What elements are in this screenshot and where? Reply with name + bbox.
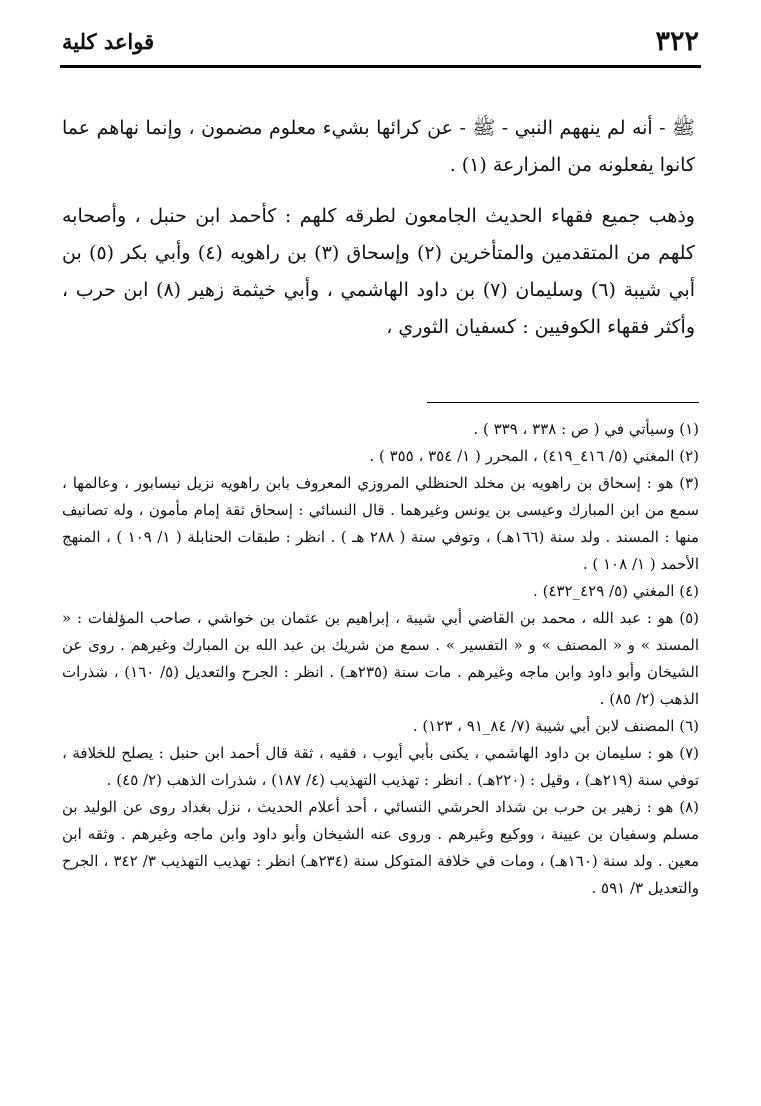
footnote: (٢) المغني (٥/ ٤١٦_٤١٩) ، المحرر ( ١/ ٣٥٤ ، ٣٥٥ ) . [369, 447, 699, 465]
footnote: (٧) هو : سليمان بن داود الهاشمي ، يكنى بأبي أيوب ، فقيه ، ثقة قال أحمد ابن حنبل : يصلح للخلافة ، توفي سنة (٢١٩هـ) ، وقيل : (٢٢٠هـ) . انظر : تهذيب التهذيب (٤/ ١٨٧) ، شذرات الذهب (٢/ ٤٥) . [62, 744, 699, 789]
footnote-separator [427, 402, 699, 403]
body-paragraph: وذهب جميع فقهاء الحديث الجامعون لطرقه كلهم : كأحمد ابن حنبل ، وأصحابه كلهم من المتقدمين والمتأخرين (٢) وإسحاق (٣) بن راهويه (٤) وأبي بكر (٥) بن أبي شيبة (٦) وسليمان (٧) بن داود الهاشمي ، وأبي خيثمة زهير (٨) ابن حرب ، وأكثر فقهاء الكوفيين : كسفيان الثوري ، [62, 205, 696, 338]
body-paragraph: ﷺ - أنه لم ينههم النبي - ﷺ - عن كرائها بشيء معلوم مضمون ، وإنما نهاهم عما كانوا يفعلونه من المزارعة (١) . [62, 117, 695, 176]
footnote: (٤) المغني (٥/ ٤٢٩_٤٣٢) . [533, 582, 699, 600]
footnote: (١) وسيأتي في ( ص : ٣٣٨ ، ٣٣٩ ) . [473, 420, 699, 438]
main-text [62, 110, 695, 346]
footnote: (٨) هو : زهير بن حرب بن شداد الحرشي النسائي ، أحد أعلام الحديث ، نزل بغداد روى عن الوليد بن مسلم وسفيان بن عيينة ، ووكيع وغيرهم . وروى عنه الشيخان وأبو داود وابن ماجه وغيرهم . وثقه ابن معين . ولد سنة (١٦٠هـ) ، ومات في خلافة المتوكل سنة (٢٣٤هـ) انظر : تهذيب التهذيب ٣/ ٣٤٢ ، الجرح والتعديل ٣/ ٥٩١ . [62, 798, 700, 897]
footnote: (٣) هو : إسحاق بن راهويه بن مخلد الحنظلي المروزي المعروف بابن راهويه نزيل نيسابور ، وعالمها ، سمع من ابن المبارك وعيسى بن يونس وغيرهما . قال النسائي : إسحاق ثقة إمام مأمون ، وله تصانيف منها : المسند . ولد سنة (١٦٦هـ) ، وتوفي سنة ( ٢٨٨ هـ ) . انظر : طبقات الحنابلة ( ١/ ١٠٩ ) ، المنهج الأحمد ( ١/ ١٠٨ ) . [62, 474, 700, 573]
page-number: ٣٢٢ [655, 26, 699, 57]
footnotes [62, 416, 699, 902]
footnote: (٦) المصنف لابن أبي شيبة (٧/ ٨٤_٩١ ، ١٢٣) . [412, 717, 699, 735]
page-header [62, 24, 699, 60]
header-rule [60, 65, 701, 68]
running-title: قواعد كلية [62, 29, 155, 54]
footnote: (٥) هو : عبد الله ، محمد بن القاضي أبي شيبة ، إبراهيم بن عثمان بن خواشي ، صاحب المؤلفات : « المسند » و « المصنف » و « التفسير » . سمع من شريك بن عبد الله بن المبارك وغيرهم . روى عن الشيخان وأبو داود وابن ماجه وغيرهم . مات سنة (٢٣٥هـ) . انظر : الجرح والتعديل (٥/ ١٦٠) ، شذرات الذهب (٢/ ٨٥) . [62, 609, 699, 708]
